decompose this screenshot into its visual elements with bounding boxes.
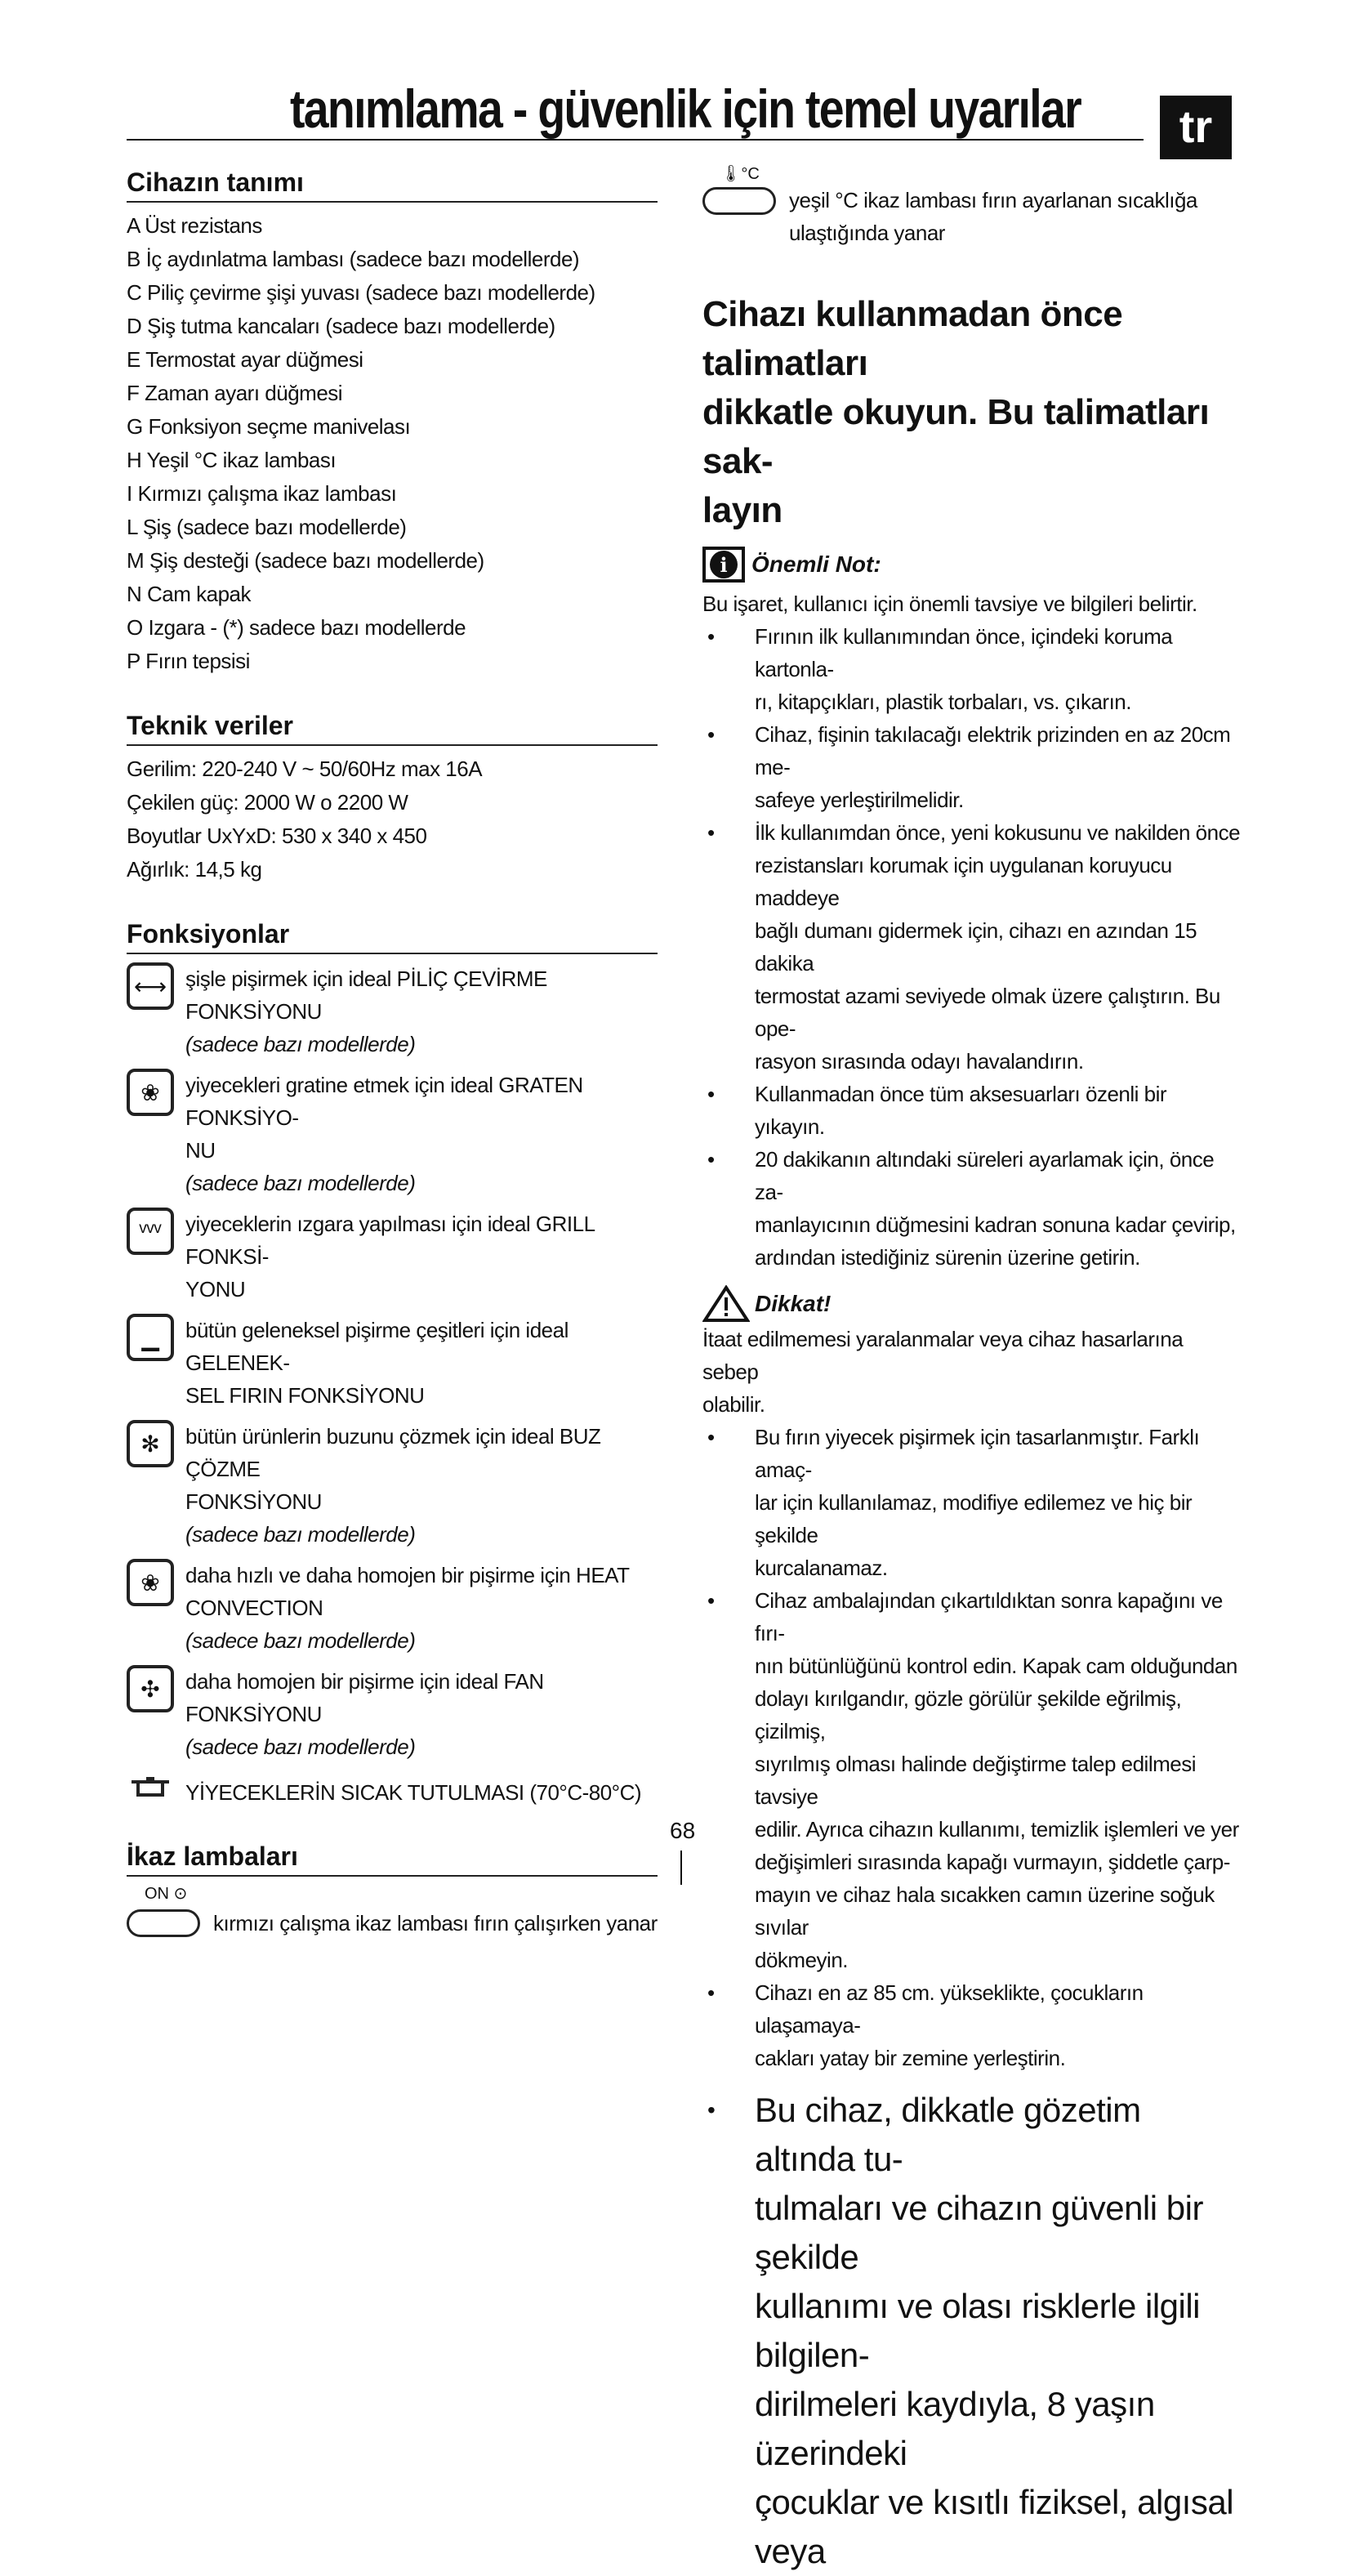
bullet-dot: • (707, 1980, 715, 2005)
function-item (127, 1208, 658, 1306)
bullet-line: dökmeyin. (755, 1948, 848, 1972)
info-icon: i (702, 547, 745, 583)
bullet-line: lar için kullanılamaz, modifiye edilemez ve hiç bir şekilde (755, 1490, 1193, 1547)
green-lamp-symbol: 🌡°C (720, 165, 760, 183)
function-item (127, 962, 658, 1060)
pot-icon (127, 1776, 174, 1801)
function-text: bütün ürünlerin buzunu çözmek için ideal BUZ ÇÖZME (185, 1424, 601, 1481)
rotisserie-icon: ⟷ (127, 962, 174, 1010)
function-text-cont: YONU (185, 1277, 246, 1301)
function-description (185, 1314, 658, 1412)
function-note: (sadece bazı modellerde) (185, 1734, 416, 1759)
language-badge: tr (1160, 96, 1232, 159)
green-lamp-text-1: yeşil °C ikaz lambası fırın ayarlanan sıcaklığa (789, 188, 1197, 212)
bullet-line: safeye yerleştirilmelidir. (755, 788, 964, 812)
functions-list (127, 962, 658, 1763)
function-text-cont: CONVECTION (185, 1596, 323, 1620)
bullet-line: yıkayın. (755, 1114, 825, 1139)
bullet-line: cakları yatay bir zemine yerleştirin. (755, 2046, 1066, 2070)
bullet-line: rezistansları korumak için uygulanan koruyucu maddeye (755, 853, 1172, 910)
technical-data-line: Çekilen güç: 2000 W o 2200 W (127, 790, 408, 815)
device-part-item: C Piliç çevirme şişi yuvası (sadece bazı modellerde) (127, 280, 595, 305)
bullet-line: bağlı dumanı gidermek için, cihazı en azından 15 dakika (755, 918, 1197, 975)
bullet-item (702, 1421, 1242, 1584)
device-part-item: H Yeşil °C ikaz lambası (127, 448, 337, 472)
technical-data-line: Ağırlık: 14,5 kg (127, 857, 262, 882)
bullet-dot: • (707, 1588, 715, 1613)
keep-warm-text: YİYECEKLERİN SICAK TUTULMASI (70°C-80°C) (185, 1780, 642, 1805)
instructions-heading-line: dikkatle okuyun. Bu talimatları sak- (702, 392, 1210, 481)
red-lamp-icon (127, 1909, 200, 1937)
bullet-line: Kullanmadan önce tüm aksesuarları özenli bir (755, 1082, 1167, 1106)
function-text: bütün geleneksel pişirme çeşitleri için ideal GELENEK- (185, 1318, 568, 1375)
green-lamp-text-2: ulaştığında yanar (789, 221, 945, 245)
important-note-label: Önemli Not: (751, 551, 881, 577)
bullet-line: nın bütünlüğünü kontrol edin. Kapak cam olduğundan (755, 1654, 1237, 1678)
device-description-list (127, 209, 658, 678)
function-text: yiyecekleri gratine etmek için ideal GRATEN FONKSİYO- (185, 1073, 583, 1130)
function-text-cont: SEL FIRIN FONKSİYONU (185, 1383, 425, 1408)
instructions-heading-line: layın (702, 490, 783, 530)
title-rule (127, 139, 1144, 141)
bullet-dot: • (707, 624, 715, 649)
bullet-line: ardından istediğiniz sürenin üzerine getirin. (755, 1245, 1140, 1270)
right-column (702, 163, 1242, 2576)
device-part-item: M Şiş desteği (sadece bazı modellerde) (127, 548, 484, 573)
technical-data-line: Boyutlar UxYxD: 530 x 340 x 450 (127, 824, 427, 848)
function-note: (sadece bazı modellerde) (185, 1032, 416, 1056)
bullet-line: kurcalanamaz. (755, 1556, 888, 1580)
important-note-heading (702, 547, 1242, 583)
fan-icon: ✣ (127, 1665, 174, 1712)
left-column (127, 167, 658, 1940)
bullet-text (755, 718, 1242, 816)
bullet-line: değişimleri sırasında kapağı vurmayın, şiddetle çarp- (755, 1850, 1230, 1874)
bullet-text (755, 620, 1242, 718)
page-tick (680, 1851, 682, 1885)
child-safety-line: kullanımı ve olası risklerle ilgili bilgilen- (755, 2287, 1201, 2374)
bullet-dot: • (707, 820, 715, 845)
bullet-line: Bu fırın yiyecek pişirmek için tasarlanmıştır. Farklı amaç- (755, 1425, 1200, 1482)
device-part-item: G Fonksiyon seçme manivelası (127, 414, 411, 439)
bullet-dot: • (707, 1425, 715, 1449)
device-part-item: F Zaman ayarı düğmesi (127, 381, 343, 405)
heat-convection-icon: ❀ (127, 1559, 174, 1606)
device-part-item: L Şiş (sadece bazı modellerde) (127, 515, 407, 539)
child-safety-line: Bu cihaz, dikkatle gözetim altında tu- (755, 2091, 1141, 2178)
function-item (127, 1420, 658, 1551)
page-title: tanımlama - güvenlik için temel uyarılar (290, 78, 1081, 139)
bullet-line: 20 dakikanın altındaki süreleri ayarlamak için, önce za- (755, 1147, 1215, 1204)
function-description (185, 1559, 629, 1657)
bullet-item (702, 1976, 1242, 2074)
technical-data-line: Gerilim: 220-240 V ~ 50/60Hz max 16A (127, 757, 483, 781)
caution-bullets (702, 1421, 1242, 2074)
function-text-cont: NU (185, 1138, 216, 1163)
caution-text-2: olabilir. (702, 1392, 765, 1417)
bullet-dot: • (707, 1082, 715, 1106)
device-part-item: D Şiş tutma kancaları (sadece bazı modellerde) (127, 314, 555, 338)
red-lamp-text: kırmızı çalışma ikaz lambası fırın çalışırken yanar (213, 1911, 658, 1935)
bullet-item (702, 816, 1242, 1078)
gratin-icon: ❀ (127, 1069, 174, 1116)
green-lamp-icon (702, 187, 776, 215)
function-description (185, 962, 658, 1060)
child-safety-bullet: • Bu cihaz, dikkatle gözetim altında tu- tulmaları ve cihazın güvenli bir şekilde kullanımı ve olası risklerle ilgili bilgilen- dirilmeleri kaydıyla, 8 yaşın üzerindeki çocuklar ve kısıtlı fiziksel, algısal veya (702, 2086, 1242, 2576)
caution-text-1: İtaat edilmemesi yaralanmalar veya cihaz hasarlarına sebep (702, 1327, 1184, 1384)
function-description (185, 1665, 658, 1763)
function-text: daha homojen bir pişirme için ideal FAN FONKSİYONU (185, 1669, 544, 1726)
function-item (127, 1069, 658, 1199)
bullet-item (702, 1078, 1242, 1143)
bullet-line: sıyrılmış olması halinde değiştirme talep edilmesi tavsiye (755, 1752, 1196, 1809)
bullet-text (755, 1976, 1242, 2074)
conventional-oven-icon: ▁ (127, 1314, 174, 1361)
warning-lamps-heading: İkaz lambaları (127, 1842, 658, 1877)
function-note: (sadece bazı modellerde) (185, 1628, 416, 1653)
bullet-line: Fırının ilk kullanımından önce, içindeki koruma kartonla- (755, 624, 1173, 681)
device-part-item: O Izgara - (*) sadece bazı modellerde (127, 615, 466, 640)
bullet-text (755, 1143, 1242, 1274)
device-part-item: N Cam kapak (127, 582, 251, 606)
bullet-item (702, 620, 1242, 718)
child-safety-line: dirilmeleri kaydıyla, 8 yaşın üzerindeki (755, 2385, 1155, 2472)
technical-data-list (127, 752, 658, 886)
caution-label: Dikkat! (755, 1291, 832, 1316)
device-part-item: A Üst rezistans (127, 213, 262, 238)
bullet-line: manlayıcının düğmesini kadran sonuna kadar çevirip, (755, 1212, 1236, 1237)
function-text: daha hızlı ve daha homojen bir pişirme için HEAT (185, 1563, 630, 1587)
device-part-item: B İç aydınlatma lambası (sadece bazı modellerde) (127, 247, 580, 271)
important-note-text: Bu işaret, kullanıcı için önemli tavsiye ve bilgileri belirtir. (702, 592, 1197, 616)
grill-icon: ᵛᵛᵛ (127, 1208, 174, 1255)
functions-heading: Fonksiyonlar (127, 919, 658, 954)
bullet-line: dolayı kırılgandır, gözle görülür şekilde eğrilmiş, çizilmiş, (755, 1686, 1182, 1743)
bullet-line: Cihaz ambalajından çıkartıldıktan sonra kapağını ve fırı- (755, 1588, 1223, 1645)
device-part-item: E Termostat ayar düğmesi (127, 347, 363, 372)
important-note-bullets (702, 620, 1242, 1274)
bullet-dot: • (707, 1147, 715, 1172)
function-description (185, 1208, 658, 1306)
bullet-line: termostat azami seviyede olmak üzere çalıştırın. Bu ope- (755, 984, 1220, 1041)
function-text: şişle pişirmek için ideal PİLİÇ ÇEVİRME FONKSİYONU (185, 967, 547, 1024)
device-part-item: I Kırmızı çalışma ikaz lambası (127, 481, 397, 506)
function-description (185, 1420, 658, 1551)
keep-warm-function (127, 1776, 658, 1809)
instructions-heading (702, 290, 1242, 535)
bullet-text (755, 1421, 1242, 1584)
bullet-line: rasyon sırasında odayı havalandırın. (755, 1049, 1084, 1074)
function-item (127, 1314, 658, 1412)
function-text-cont: FONKSİYONU (185, 1489, 322, 1514)
red-lamp-symbol: ON ⊙ (145, 1885, 188, 1903)
bullet-dot: • (707, 722, 715, 747)
bullet-text (755, 1584, 1242, 1976)
child-safety-line: çocuklar ve kısıtlı fiziksel, algısal veya (755, 2483, 1234, 2570)
child-safety-line: tulmaları ve cihazın güvenli bir şekilde (755, 2189, 1203, 2276)
bullet-text (755, 816, 1242, 1078)
function-note: (sadece bazı modellerde) (185, 1171, 416, 1195)
defrost-icon: ✻ (127, 1420, 174, 1467)
device-part-item: P Fırın tepsisi (127, 649, 250, 673)
page-number: 68 (670, 1818, 696, 1843)
function-description (185, 1069, 658, 1199)
technical-data-heading: Teknik veriler (127, 711, 658, 746)
function-text: yiyeceklerin ızgara yapılması için ideal GRILL FONKSİ- (185, 1212, 595, 1269)
bullet-line: rı, kitapçıkları, plastik torbaları, vs. çıkarın. (755, 690, 1131, 714)
bullet-line: İlk kullanımdan önce, yeni kokusunu ve nakilden önce (755, 820, 1241, 845)
function-note: (sadece bazı modellerde) (185, 1522, 416, 1547)
bullet-item (702, 1143, 1242, 1274)
bullet-item (702, 1584, 1242, 1976)
bullet-line: Cihaz, fişinin takılacağı elektrik prizinden en az 20cm me- (755, 722, 1231, 779)
function-item (127, 1559, 658, 1657)
warning-triangle-icon (702, 1285, 750, 1323)
instructions-heading-line: Cihazı kullanmadan önce talimatları (702, 294, 1123, 383)
device-description-heading: Cihazın tanımı (127, 167, 658, 203)
bullet-line: mayın ve cihaz hala sıcakken camın üzerine soğuk sıvılar (755, 1882, 1215, 1940)
function-item (127, 1665, 658, 1763)
bullet-line: Cihazı en az 85 cm. yükseklikte, çocukların ulaşamaya- (755, 1980, 1144, 2038)
caution-heading (702, 1285, 1242, 1323)
bullet-text (755, 1078, 1242, 1143)
bullet-item (702, 718, 1242, 816)
bullet-line: edilir. Ayrıca cihazın kullanımı, temizlik işlemleri ve yer (755, 1817, 1239, 1842)
